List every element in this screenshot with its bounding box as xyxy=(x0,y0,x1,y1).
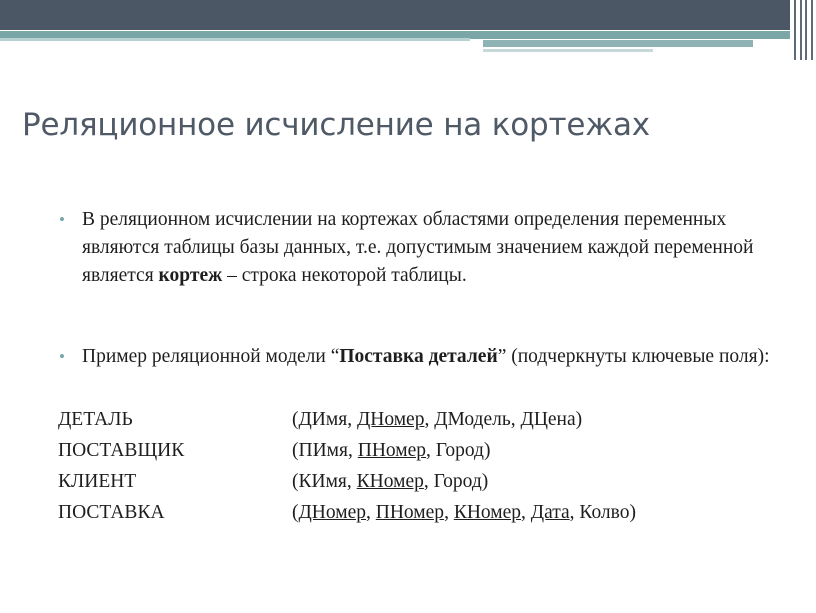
bullet-definition-bold: кортеж xyxy=(158,265,223,286)
separator: , xyxy=(366,502,376,523)
close-paren: ) xyxy=(481,471,489,492)
header-band-accent-light xyxy=(0,38,470,41)
relation-row-detail xyxy=(58,404,636,435)
relation-name: ПОСТАВКА xyxy=(58,502,165,523)
relation-attributes xyxy=(292,497,636,528)
key-field: КНомер xyxy=(453,502,522,523)
bullet-example-tail: ” (подчеркнуты ключевые поля): xyxy=(497,346,770,367)
field: Город xyxy=(435,440,484,461)
bullet-example-bold: Поставка деталей xyxy=(339,346,498,367)
separator: , xyxy=(347,440,358,461)
field: Колво xyxy=(579,502,630,523)
close-paren: ) xyxy=(575,409,583,430)
field: ДЦена xyxy=(520,409,576,430)
bullet-definition xyxy=(82,206,782,290)
relation-attributes xyxy=(292,404,582,435)
bullet-example xyxy=(82,343,782,371)
relation-attributes xyxy=(292,466,488,497)
key-field: ПНомер xyxy=(357,440,427,461)
bullet-definition-text: В реляционном исчислении на кортежах областями определения переменных являются таблицы базы данных, т.е. допустимым значением каждой переменной является xyxy=(82,209,754,286)
slide-title: Реляционное исчисление на кортежах xyxy=(22,107,650,143)
key-field: КНомер xyxy=(356,471,424,492)
key-field: ДНомер xyxy=(298,502,367,523)
separator: , xyxy=(346,471,357,492)
relation-row-client xyxy=(58,466,636,497)
relation-row-delivery xyxy=(58,497,636,528)
field: ПИмя xyxy=(298,440,348,461)
separator: , xyxy=(521,502,531,523)
close-paren: ) xyxy=(483,440,491,461)
separator: , xyxy=(510,409,521,430)
separator: , xyxy=(426,440,436,461)
bullet-example-text: Пример реляционной модели “ xyxy=(82,346,340,367)
bullet-definition-tail: – строка некоторой таблицы. xyxy=(222,265,467,286)
separator: , xyxy=(424,409,435,430)
header-band-accent-shorter xyxy=(483,49,653,52)
header-edge-lines xyxy=(790,0,816,60)
close-paren: ) xyxy=(629,502,636,523)
field: Город xyxy=(433,471,482,492)
field: ДИмя xyxy=(298,409,348,430)
open-paren: ( xyxy=(292,502,299,523)
relation-name: КЛИЕНТ xyxy=(58,471,137,492)
relation-name: ПОСТАВЩИК xyxy=(58,440,185,461)
header-band-accent-short xyxy=(483,40,753,47)
field: ДМодель xyxy=(434,409,511,430)
separator: , xyxy=(444,502,454,523)
relations-table xyxy=(58,404,636,528)
relation-name: ДЕТАЛЬ xyxy=(58,409,133,430)
key-field: ПНомер xyxy=(375,502,445,523)
open-paren: ( xyxy=(292,409,299,430)
separator: , xyxy=(347,409,357,430)
separator: , xyxy=(423,471,434,492)
open-paren: ( xyxy=(292,440,299,461)
key-field: Дата xyxy=(530,502,570,523)
key-field: ДНомер xyxy=(356,409,425,430)
open-paren: ( xyxy=(292,471,299,492)
field: КИмя xyxy=(298,471,347,492)
relation-row-supplier xyxy=(58,435,636,466)
separator: , xyxy=(569,502,580,523)
header-band-dark xyxy=(0,0,790,30)
relation-attributes xyxy=(292,435,490,466)
